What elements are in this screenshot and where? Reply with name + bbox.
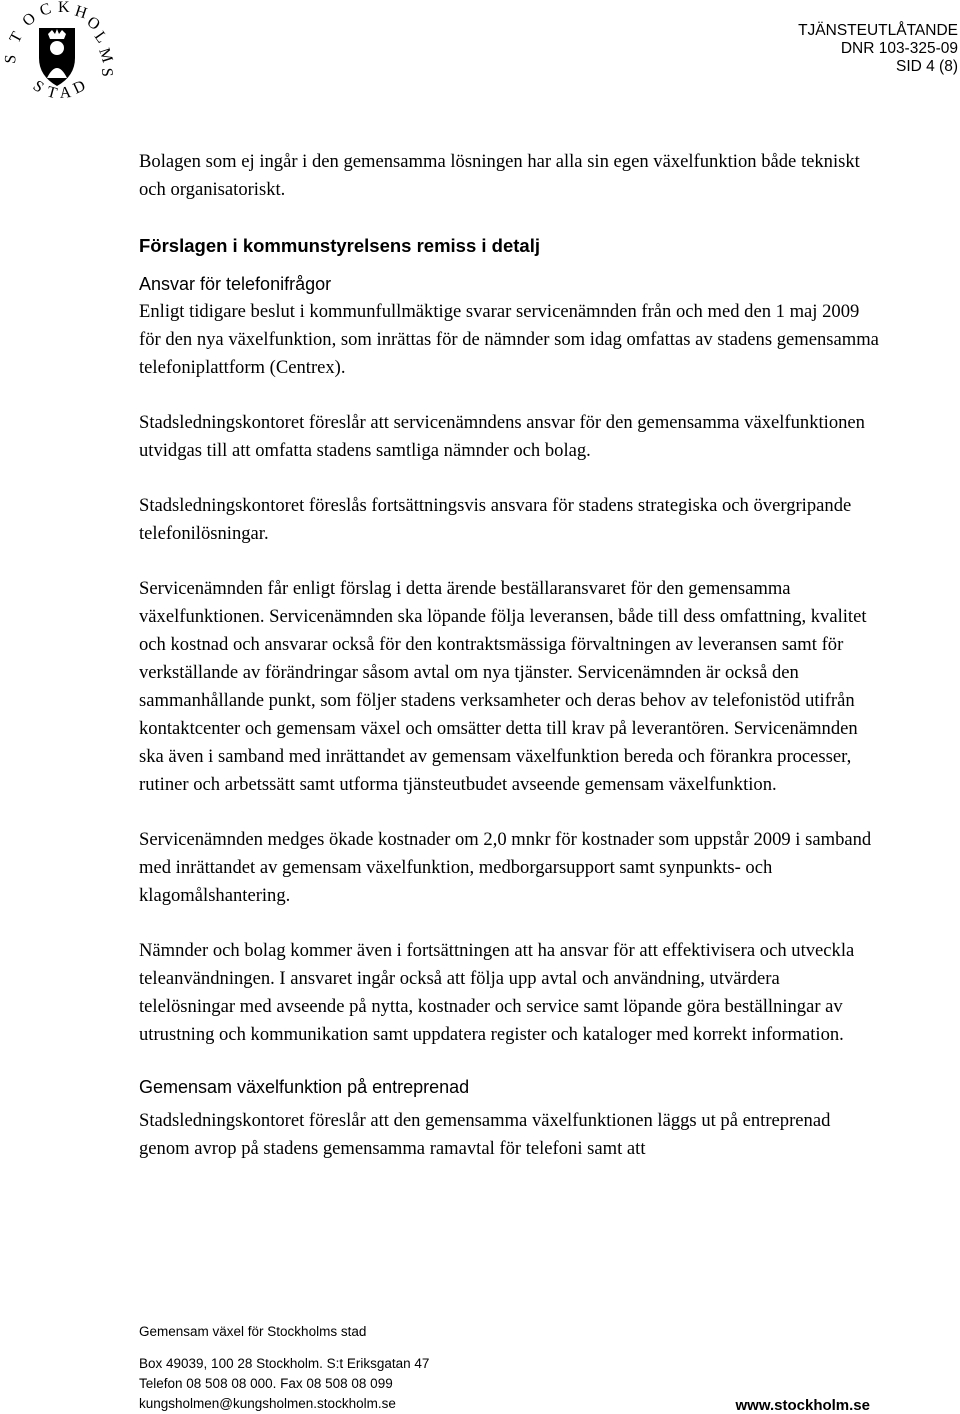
svg-text:S: S: [98, 67, 116, 78]
svg-text:S: S: [2, 53, 20, 65]
case-number: DNR 103-325-09: [840, 40, 958, 57]
svg-text:S: S: [29, 77, 47, 97]
footer-phone: Telefon 08 508 08 000. Fax 08 508 08 099: [139, 1376, 393, 1391]
svg-text:O: O: [83, 13, 103, 34]
footer-email: kungsholmen@kungsholmen.stockholm.se: [139, 1396, 396, 1411]
svg-text:T: T: [44, 83, 59, 103]
document-header: [798, 22, 958, 76]
svg-text:D: D: [70, 77, 89, 98]
paragraph: Stadsledningskontoret föreslår att servicenämndens ansvar för den gemensamma växelfunktionen utvidgas till att omfatta stadens samtliga nämnder och bolag.: [139, 412, 865, 461]
svg-text:K: K: [58, 0, 70, 16]
paragraph: Stadsledningskontoret föreslås fortsättningsvis ansvara för stadens strategiska och övergripande telefonilösningar.: [139, 495, 852, 544]
document-type: TJÄNSTEUTLÅTANDE: [798, 22, 958, 39]
svg-text:C: C: [37, 0, 54, 20]
subsection-heading: Gemensam växelfunktion på entreprenad: [139, 1077, 470, 1097]
document-body: [139, 148, 879, 1163]
svg-text:H: H: [72, 2, 90, 23]
paragraph: Stadsledningskontoret föreslår att den gemensamma växelfunktionen läggs ut på entreprenad genom avrop på stadens gemensamma ramavtal för telefoni samt att: [139, 1110, 831, 1159]
svg-text:O: O: [19, 9, 40, 30]
svg-text:M: M: [95, 45, 116, 65]
footer-website: www.stockholm.se: [735, 1397, 870, 1414]
stockholm-stad-logo: [2, 0, 116, 104]
city-seal-icon: [2, 0, 116, 104]
paragraph: Servicenämnden medges ökade kostnader om 2,0 mnkr för kostnader som uppstår 2009 i samband med inrättandet av gemensam växelfunktion, medborgarsupport samt synpunkts- och klagomålshantering.: [139, 829, 872, 906]
paragraph: Servicenämnden får enligt förslag i detta ärende beställaransvaret för den gemensamma växelfunktionen. Servicenämnden ska löpande följa leveransen, både till dess omfattning, kvalitet och kostnad och ansvarar också för den kontraktsmässiga förvaltningen av leveransen samt för verkställande av förändringar såsom avtal om nya tjänster. Servicenämnden är också den sammanhållande punkt, som följer stadens verksamheter och deras behov av telefonistöd utifrån kontaktcenter och gemensam växel och omsätter detta till krav på leverantören. Servicenämnden ska även i samband med inrättandet av gemensam växelfunktion bereda och förankra processer, rutiner och arbetssätt samt utforma tjänsteutbudet avseende gemensam växelfunktion.: [139, 578, 867, 795]
document-footer: [139, 1322, 874, 1414]
section-heading: Förslagen i kommunstyrelsens remiss i detalj: [139, 235, 540, 256]
page-number: SID 4 (8): [895, 58, 958, 75]
svg-text:T: T: [6, 29, 27, 46]
paragraph: Nämnder och bolag kommer även i fortsättningen att ha ansvar för att effektivisera och utveckla teleanvändningen. I ansvaret ingår också att följa upp avtal och användning, utvärdera telelösningar med avseende på nytta, kostnader och service samt löpande göra beställningar av utrustning och kommunikation samt uppdatera register och kataloger med korrekt information.: [139, 940, 855, 1045]
svg-text:A: A: [58, 84, 72, 102]
svg-text:L: L: [90, 28, 111, 47]
paragraph: Enligt tidigare beslut i kommunfullmäktige svarar servicenämnden från och med den 1 maj 2009 för den nya växelfunktion, som inrättas för de nämnder som idag omfattas av stadens gemensamma telefoniplattform (Centrex).: [139, 301, 879, 378]
footer-address: Box 49039, 100 28 Stockholm. S:t Eriksgatan 47: [139, 1356, 430, 1371]
intro-paragraph: Bolagen som ej ingår i den gemensamma lösningen har alla sin egen växelfunktion både tekniskt och organisatoriskt.: [139, 151, 860, 200]
footer-organization: Gemensam växel för Stockholms stad: [139, 1324, 367, 1339]
subsection-heading: Ansvar för telefonifrågor: [139, 274, 332, 294]
